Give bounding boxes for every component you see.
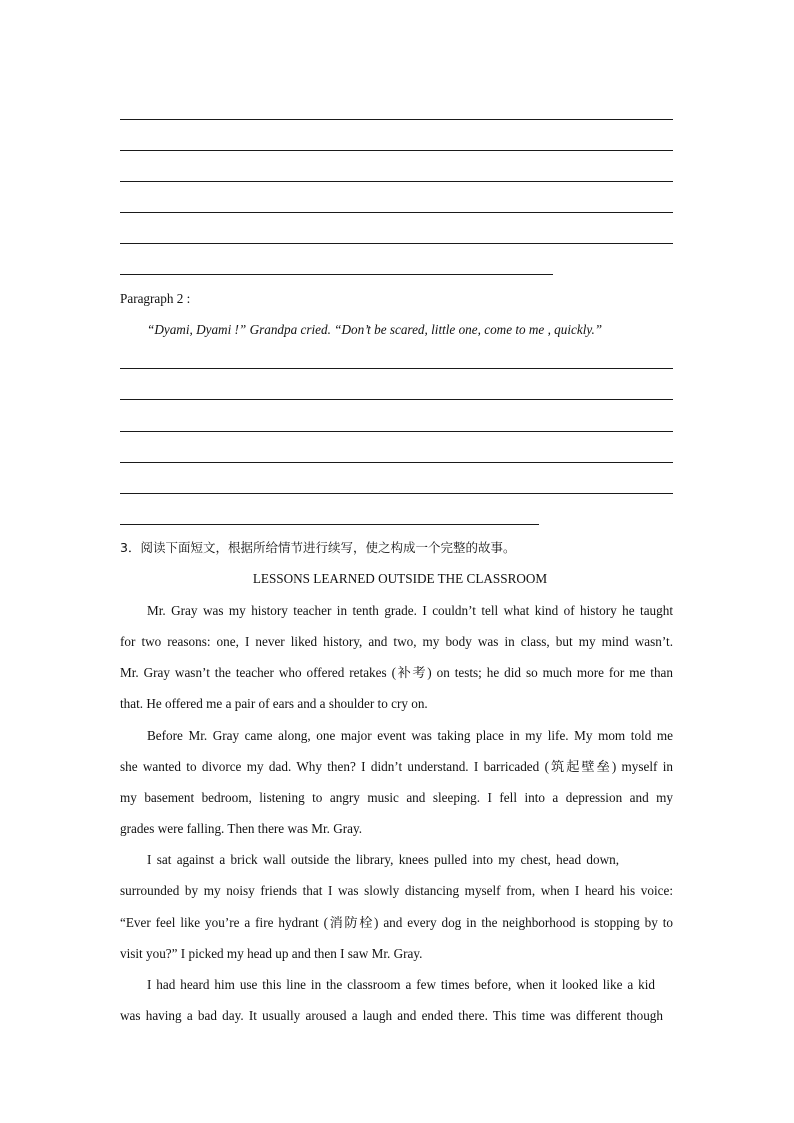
writing-line[interactable] bbox=[120, 243, 673, 244]
passage-line: that. He offered me a pair of ears and a shoulder to cry on. bbox=[120, 696, 428, 711]
passage-line: I sat against a brick wall outside the library, knees pulled into my chest, head down, bbox=[147, 852, 619, 867]
passage-line: my basement bedroom, listening to angry music and sleeping. I fell into a depression and my bbox=[120, 790, 673, 805]
passage-line: surrounded by my noisy friends that I was slowly distancing myself from, when I heard his voice: bbox=[120, 883, 673, 898]
writing-line[interactable] bbox=[120, 493, 673, 494]
passage-line: for two reasons: one, I never liked history, and two, my body was in class, but my mind wasn’t. bbox=[120, 634, 673, 649]
passage-line: was having a bad day. It usually aroused a laugh and ended there. This time was different though bbox=[120, 1008, 663, 1023]
passage-line: Mr. Gray wasn’t the teacher who offered retakes (补考) on tests; he did so much more for me than bbox=[120, 665, 673, 680]
passage-line: Before Mr. Gray came along, one major event was taking place in my life. My mom told me bbox=[147, 728, 673, 743]
writing-line[interactable] bbox=[120, 524, 539, 525]
passage-title bbox=[0, 571, 794, 587]
writing-line[interactable] bbox=[120, 119, 673, 120]
writing-line[interactable] bbox=[120, 399, 673, 400]
question-3-prompt: 3．阅读下面短文，根据所给情节进行续写，使之构成一个完整的故事。 bbox=[120, 540, 516, 555]
writing-line[interactable] bbox=[120, 368, 673, 369]
paragraph-2-opening-sentence: “Dyami, Dyami !” Grandpa cried. “Don’t be scared, little one, come to me , quickly.” bbox=[147, 322, 603, 337]
passage-line: Mr. Gray was my history teacher in tenth grade. I couldn’t tell what kind of history he taught bbox=[147, 603, 673, 618]
writing-line[interactable] bbox=[120, 181, 673, 182]
passage-line: I had heard him use this line in the classroom a few times before, when it looked like a kid bbox=[147, 977, 655, 992]
writing-line[interactable] bbox=[120, 462, 673, 463]
paragraph-2-label: Paragraph 2 : bbox=[120, 291, 191, 306]
passage-line: grades were falling. Then there was Mr. Gray. bbox=[120, 821, 363, 836]
passage-line: she wanted to divorce my dad. Why then? I didn’t understand. I barricaded (筑起壁垒) myself in bbox=[120, 759, 673, 774]
passage-line: visit you?” I picked my head up and then I saw Mr. Gray. bbox=[120, 946, 423, 961]
writing-line[interactable] bbox=[120, 212, 673, 213]
writing-line[interactable] bbox=[120, 431, 673, 432]
passage-line: “Ever feel like you’re a fire hydrant (消防栓) and every dog in the neighborhood is stopping by to bbox=[120, 915, 673, 930]
passage-title-text: LESSONS LEARNED OUTSIDE THE CLASSROOM bbox=[252, 571, 548, 586]
writing-line[interactable] bbox=[120, 274, 553, 275]
writing-line[interactable] bbox=[120, 150, 673, 151]
